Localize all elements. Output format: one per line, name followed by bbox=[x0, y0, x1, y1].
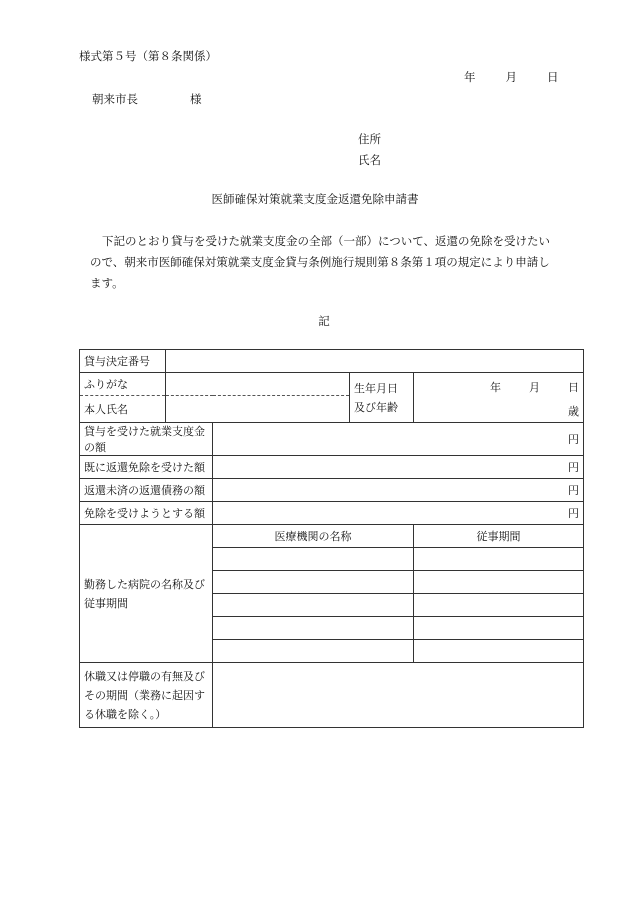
furigana-row bbox=[80, 373, 584, 396]
name-field[interactable] bbox=[166, 396, 350, 423]
amount-label: 免除を受けようとする額 bbox=[80, 502, 213, 525]
birth-year-unit: 年 bbox=[490, 381, 501, 394]
amount-row bbox=[80, 502, 584, 525]
amount-row bbox=[80, 423, 584, 456]
hospital-name-cell[interactable] bbox=[213, 571, 414, 594]
period-cell[interactable] bbox=[414, 571, 584, 594]
period-cell[interactable] bbox=[414, 548, 584, 571]
form-number: 様式第５号（第８条関係） bbox=[79, 49, 217, 63]
period-cell[interactable] bbox=[414, 594, 584, 617]
application-form-table bbox=[79, 349, 584, 728]
leave-field[interactable] bbox=[213, 663, 584, 728]
amount-row bbox=[80, 456, 584, 479]
applicant-name-label: 氏名 bbox=[358, 153, 381, 167]
applicant-address-label: 住所 bbox=[358, 132, 381, 146]
amount-label: 既に返還免除を受けた額 bbox=[80, 456, 213, 479]
period-cell[interactable] bbox=[414, 617, 584, 640]
document-title: 医師確保対策就業支度金返還免除申請書 bbox=[211, 192, 419, 206]
amount-field[interactable]: 円 bbox=[213, 502, 584, 525]
addressee-honorific: 様 bbox=[190, 92, 202, 106]
amount-field[interactable]: 円 bbox=[213, 423, 584, 456]
amount-field[interactable]: 円 bbox=[213, 479, 584, 502]
period-header: 従事期間 bbox=[414, 525, 584, 548]
loan-number-field[interactable] bbox=[166, 350, 584, 373]
birth-date-line bbox=[418, 379, 579, 395]
date-month: 月 bbox=[505, 70, 517, 84]
amount-label: 貸与を受けた就業支度金の額 bbox=[80, 423, 213, 456]
birth-month-unit: 月 bbox=[529, 381, 540, 394]
application-body-text: 下記のとおり貸与を受けた就業支度金の全部（一部）について、返還の免除を受けたいので、朝来市医師確保対策就業支度金貸与条例施行規則第８条第１項の規定により申請します。 bbox=[90, 234, 551, 290]
furigana-label: ふりがな bbox=[80, 373, 166, 396]
hospital-section-label: 勤務した病院の名称及び従事期間 bbox=[80, 525, 213, 663]
birth-age-label bbox=[350, 373, 414, 423]
addressee-name: 朝来市長 bbox=[92, 92, 138, 106]
hospital-header-row bbox=[80, 525, 584, 548]
birth-day-unit: 日 bbox=[568, 381, 579, 394]
date-year: 年 bbox=[464, 70, 476, 84]
hospital-name-cell[interactable] bbox=[213, 640, 414, 663]
ki-heading: 記 bbox=[318, 314, 330, 328]
loan-number-row bbox=[80, 350, 584, 373]
period-cell[interactable] bbox=[414, 640, 584, 663]
hospital-name-cell[interactable] bbox=[213, 594, 414, 617]
birth-label-line2: 及び年齢 bbox=[354, 400, 398, 414]
birth-age-field[interactable] bbox=[414, 373, 584, 423]
date-day: 日 bbox=[547, 70, 559, 84]
name-label: 本人氏名 bbox=[80, 396, 166, 423]
birth-label-line1: 生年月日 bbox=[354, 381, 398, 395]
amount-field[interactable]: 円 bbox=[213, 456, 584, 479]
leave-row bbox=[80, 663, 584, 728]
hospital-name-header: 医療機関の名称 bbox=[213, 525, 414, 548]
application-date bbox=[464, 69, 559, 85]
amount-label: 返還未済の返還債務の額 bbox=[80, 479, 213, 502]
hospital-name-cell[interactable] bbox=[213, 548, 414, 571]
amount-row bbox=[80, 479, 584, 502]
furigana-field[interactable] bbox=[166, 373, 350, 396]
hospital-name-cell[interactable] bbox=[213, 617, 414, 640]
age-unit: 歳 bbox=[568, 405, 579, 418]
leave-label: 休職又は停職の有無及びその期間（業務に起因する休職を除く。） bbox=[80, 663, 213, 728]
addressee bbox=[92, 91, 202, 107]
loan-number-label: 貸与決定番号 bbox=[80, 350, 166, 373]
